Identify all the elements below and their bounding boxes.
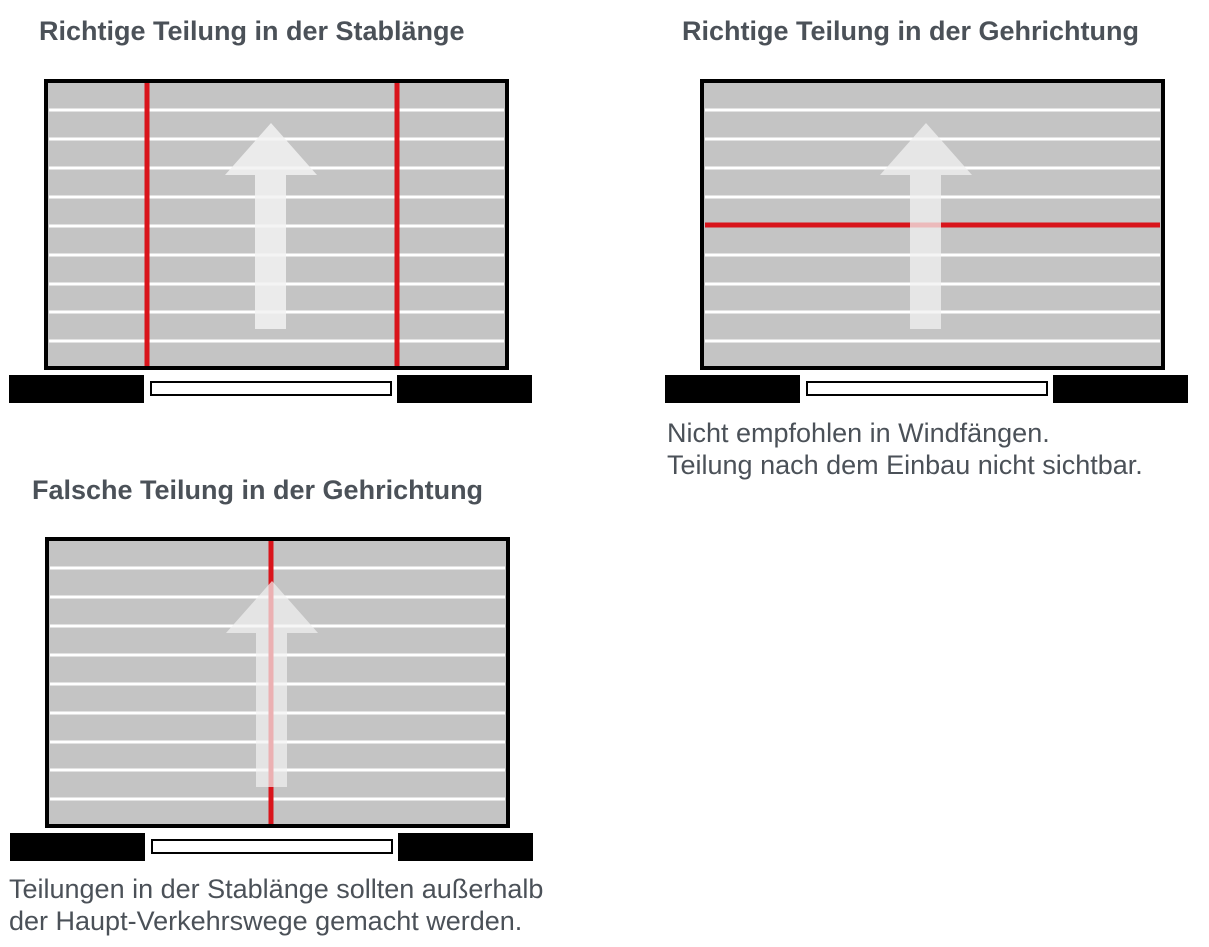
caption-line: der Haupt-Verkehrswege gemacht werden. [9, 906, 523, 936]
diagram-stablaenge-group [9, 81, 532, 403]
stave-lines [50, 568, 505, 799]
diagram-falsch-group [10, 539, 533, 861]
mat-panel [46, 81, 507, 368]
caption-line: Nicht empfohlen in Windfängen. [667, 418, 1050, 448]
floor-recess [152, 840, 392, 853]
stave-lines [705, 110, 1160, 341]
floor-block-left [9, 375, 144, 403]
panel-caption-falsch [9, 873, 543, 937]
mat-panel [702, 81, 1163, 368]
mat-frame [46, 81, 507, 368]
panel-title-gehrichtung: Richtige Teilung in der Gehrichtung [682, 16, 1140, 46]
panel-title-stablaenge: Richtige Teilung in der Stablänge [39, 16, 465, 46]
panel-title-falsch: Falsche Teilung in der Gehrichtung [32, 475, 484, 505]
mat-panel [47, 539, 508, 826]
floor-block-left [10, 833, 145, 861]
floor-block-right [398, 833, 533, 861]
mat-frame [47, 539, 508, 826]
caption-line: Teilungen in der Stablänge sollten außerhalb [9, 874, 544, 904]
walking-direction-arrow-icon [880, 123, 972, 329]
floor-block-right [397, 375, 532, 403]
diagram-gehrichtung-group [665, 81, 1188, 403]
walking-direction-arrow-icon [226, 581, 318, 787]
stave-lines [49, 110, 504, 341]
floor-block-right [1053, 375, 1188, 403]
floor-block-left [665, 375, 800, 403]
floor-recess [807, 382, 1047, 395]
floor-recess [151, 382, 391, 395]
walking-direction-arrow-icon [225, 123, 317, 329]
mat-frame [702, 81, 1163, 368]
caption-line: Teilung nach dem Einbau nicht sichtbar. [667, 450, 1143, 480]
panel-caption-gehrichtung [667, 417, 1143, 481]
